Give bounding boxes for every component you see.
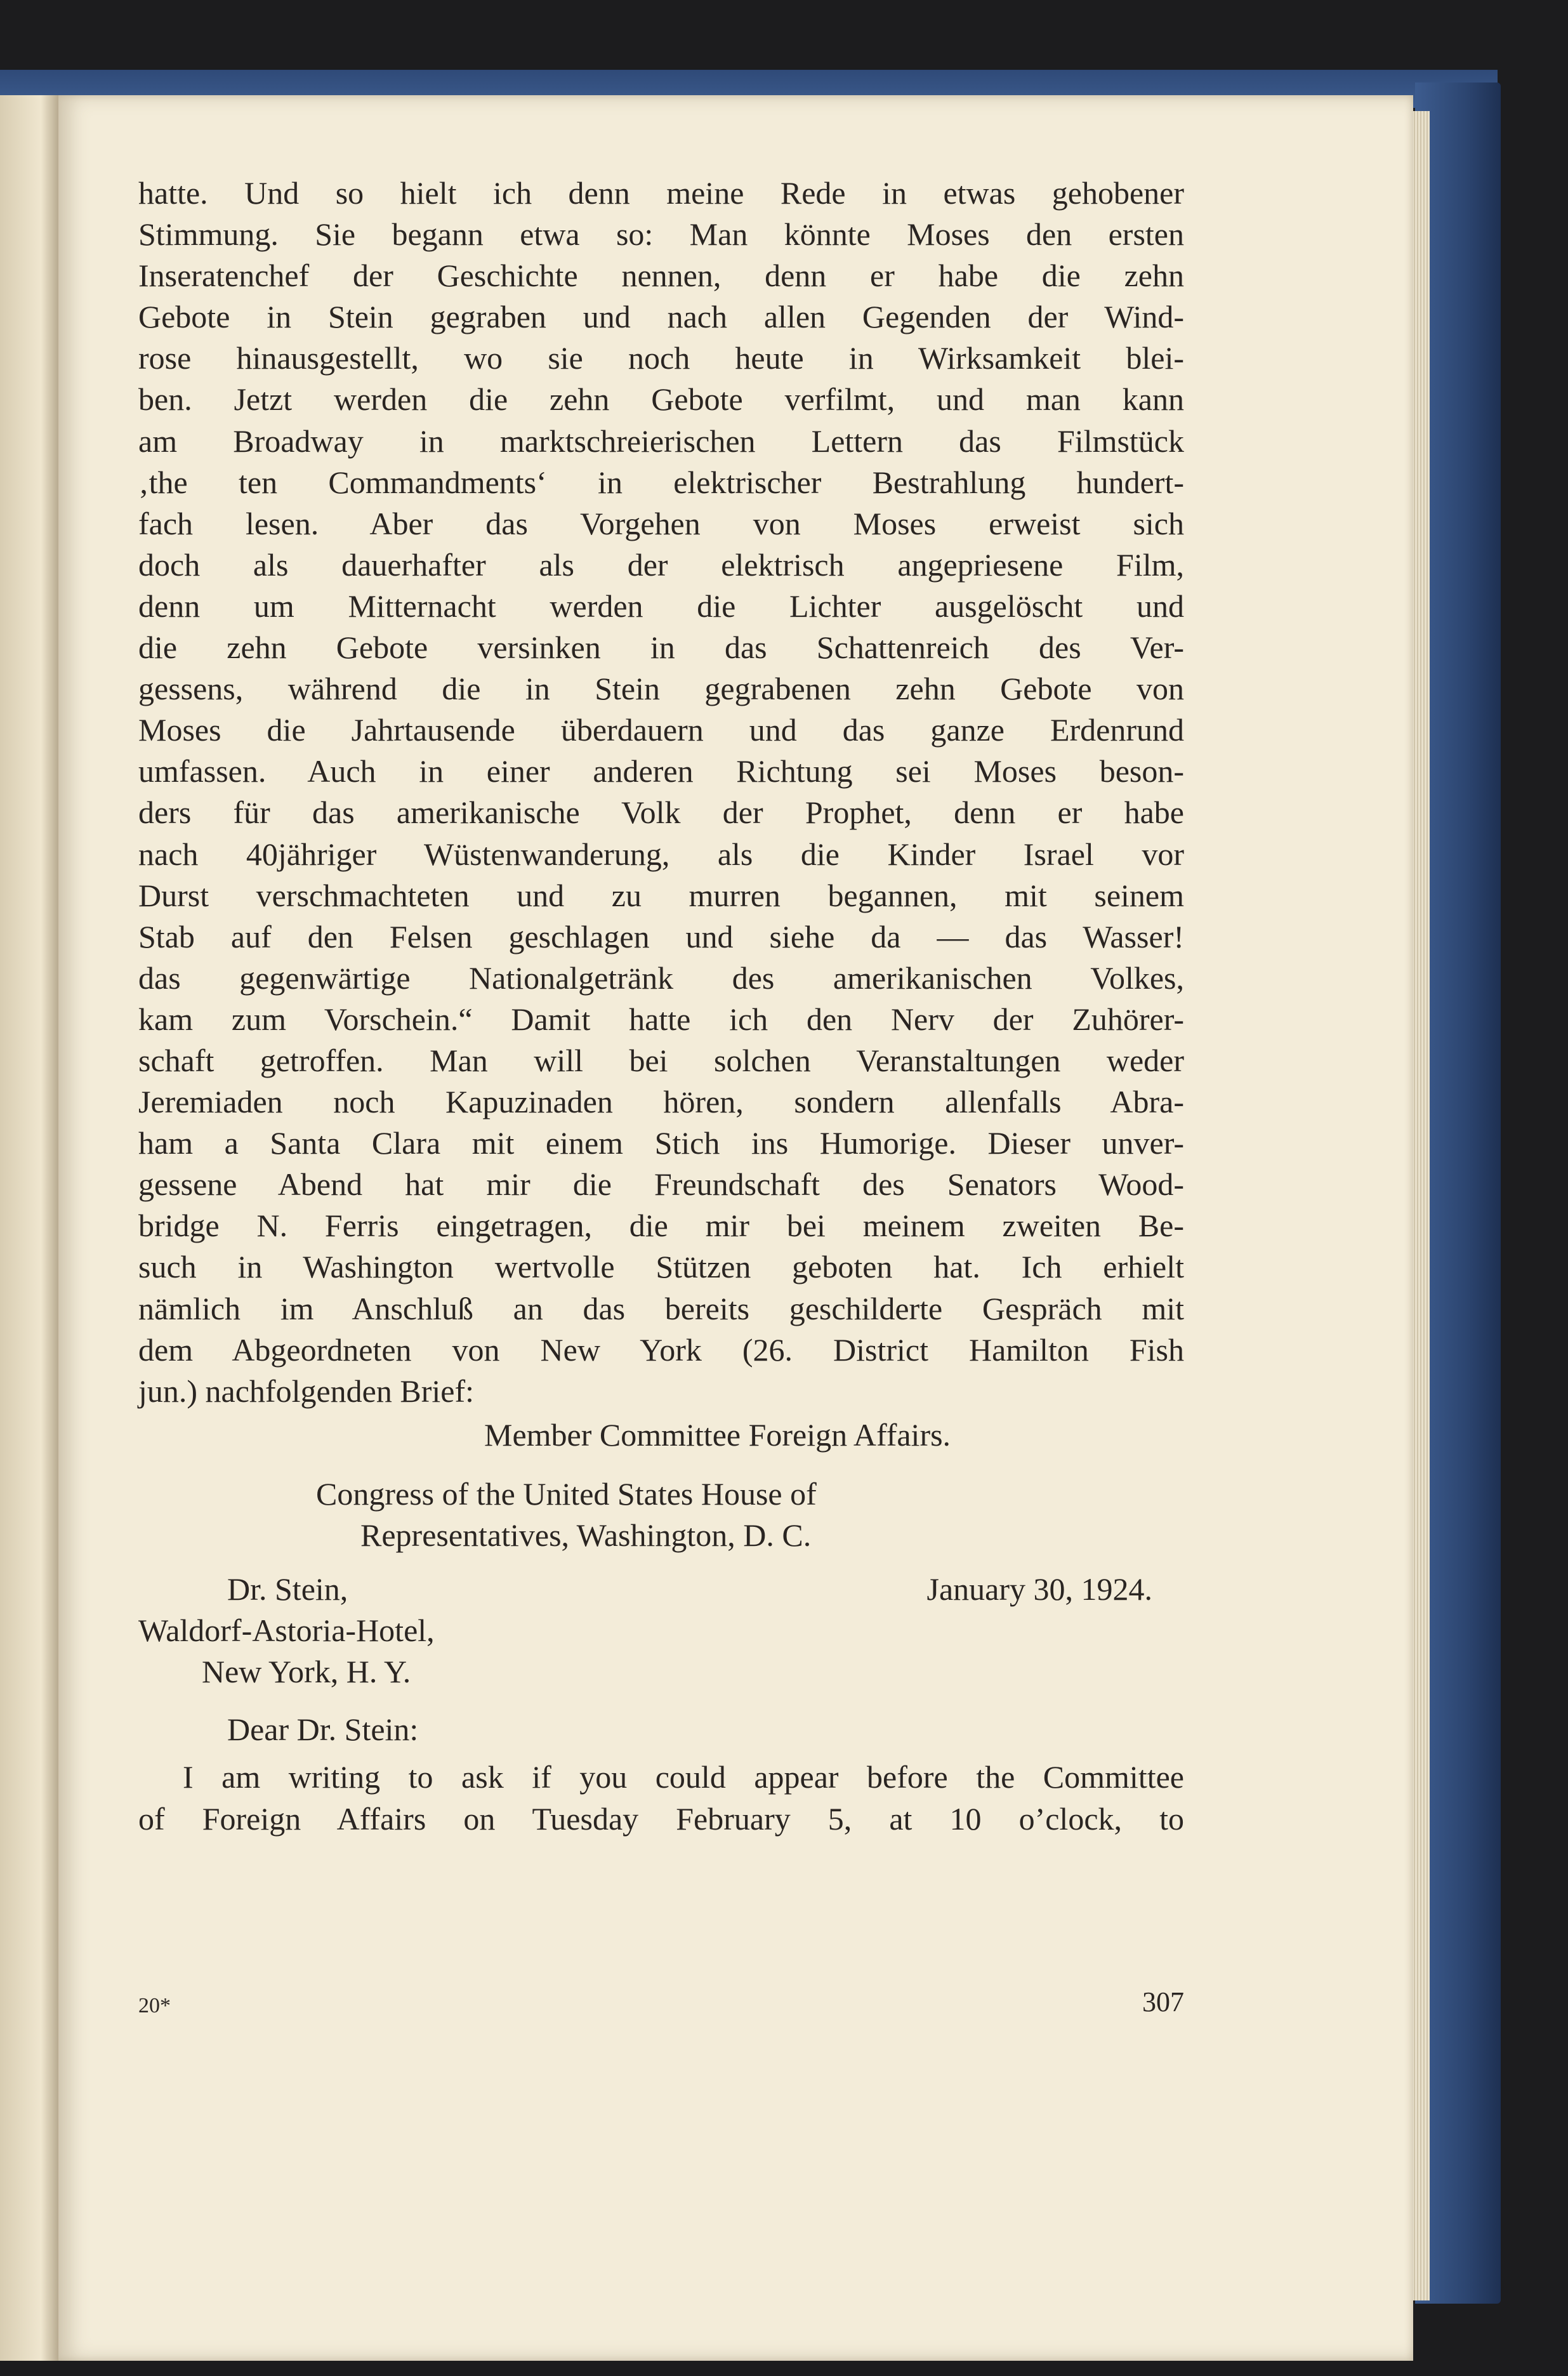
letter-member-line: Member Committee Foreign Affairs. [484, 1416, 951, 1453]
text-line: ‚the ten Commandments‘ in elektrischer Bestrahlung hundert- [138, 464, 1184, 500]
text-line: bridge N. Ferris eingetragen, die mir bei meinem zweiten Be- [138, 1208, 1184, 1244]
main-paragraph [138, 173, 1184, 1412]
letter [138, 1415, 1184, 1840]
letter-date: January 30, 1924. [926, 1571, 1152, 1607]
letter-salutation: Dear Dr. Stein: [227, 1712, 419, 1748]
text-line: am Broadway in marktschreierischen Lettern das Filmstück [138, 423, 1184, 459]
letter-body-line: of Foreign Affairs on Tuesday February 5, at 10 o’clock, to [138, 1800, 1184, 1837]
text-line: Moses die Jahrtausende überdauern und das ganze Erdenrund [138, 712, 1184, 748]
text-line: Durst verschmachteten und zu murren begannen, mit seinem [138, 877, 1184, 913]
page-number: 307 [1142, 1986, 1184, 2017]
text-line: gessens, während die in Stein gegrabenen zehn Gebote von [138, 671, 1184, 707]
letter-body-line: I am writing to ask if you could appear before the Committee [183, 1759, 1184, 1795]
text-line: schaft getroffen. Man will bei solchen Veranstaltungen weder [138, 1042, 1184, 1078]
letter-address-line: New York, H. Y. [202, 1654, 411, 1690]
text-line: ders für das amerikanische Volk der Prophet, denn er habe [138, 795, 1184, 831]
text-line: hatte. Und so hielt ich denn meine Rede in etwas gehobener [138, 175, 1184, 211]
text-line: nämlich im Anschluß an das bereits geschilderte Gespräch mit [138, 1290, 1184, 1326]
text-line: Jeremiaden noch Kapuzinaden hören, sondern allenfalls Abra- [138, 1084, 1184, 1120]
text-line: doch als dauerhafter als der elektrisch angepriesene Film, [138, 546, 1184, 583]
text-line: dem Abgeordneten von New York (26. District Hamilton Fish [138, 1331, 1184, 1368]
text-line: denn um Mitternacht werden die Lichter ausgelöscht und [138, 588, 1184, 624]
text-line: kam zum Vorschein.“ Damit hatte ich den Nerv der Zuhörer- [138, 1001, 1184, 1037]
page-footer [138, 1969, 1184, 2018]
text-line: Inseratenchef der Geschichte nennen, denn er habe die zehn [138, 258, 1184, 294]
page-text [138, 173, 1184, 1840]
text-line: umfassen. Auch in einer anderen Richtung sei Moses beson- [138, 753, 1184, 789]
text-line: Stimmung. Sie begann etwa so: Man könnte Moses den ersten [138, 216, 1184, 253]
text-line: fach lesen. Aber das Vorgehen von Moses erweist sich [138, 505, 1184, 541]
text-line: ham a Santa Clara mit einem Stich ins Humorige. Dieser unver- [138, 1125, 1184, 1161]
text-line: die zehn Gebote versinken in das Schattenreich des Ver- [138, 630, 1184, 666]
text-line: Stab auf den Felsen geschlagen und siehe da — das Wasser! [138, 918, 1184, 954]
letter-address-line: Waldorf-Astoria-Hotel, [138, 1613, 435, 1649]
text-line: rose hinausgestellt, wo sie noch heute in Wirksamkeit blei- [138, 340, 1184, 376]
text-line: nach 40jähriger Wüstenwanderung, als die Kinder Israel vor [138, 836, 1184, 872]
letter-letterhead-line: Representatives, Washington, D. C. [360, 1517, 812, 1553]
text-line: Gebote in Stein gegraben und nach allen Gegenden der Wind- [138, 299, 1184, 335]
letter-letterhead-line: Congress of the United States House of [316, 1475, 817, 1512]
text-line: such in Washington wertvolle Stützen geboten hat. Ich erhielt [138, 1249, 1184, 1285]
signature-mark: 20* [138, 1994, 171, 2017]
text-line: das gegenwärtige Nationalgetränk des amerikanischen Volkes, [138, 960, 1184, 996]
text-line: ben. Jetzt werden die zehn Gebote verfilmt, und man kann [138, 381, 1184, 418]
letter-recipient-name: Dr. Stein, [227, 1571, 348, 1607]
text-line: jun.) nachfolgenden Brief: [138, 1373, 474, 1409]
facing-page-edge [0, 95, 58, 2361]
letter-recipient-date-row [138, 1569, 1184, 1610]
text-line: gessene Abend hat mir die Freundschaft des Senators Wood- [138, 1166, 1184, 1203]
